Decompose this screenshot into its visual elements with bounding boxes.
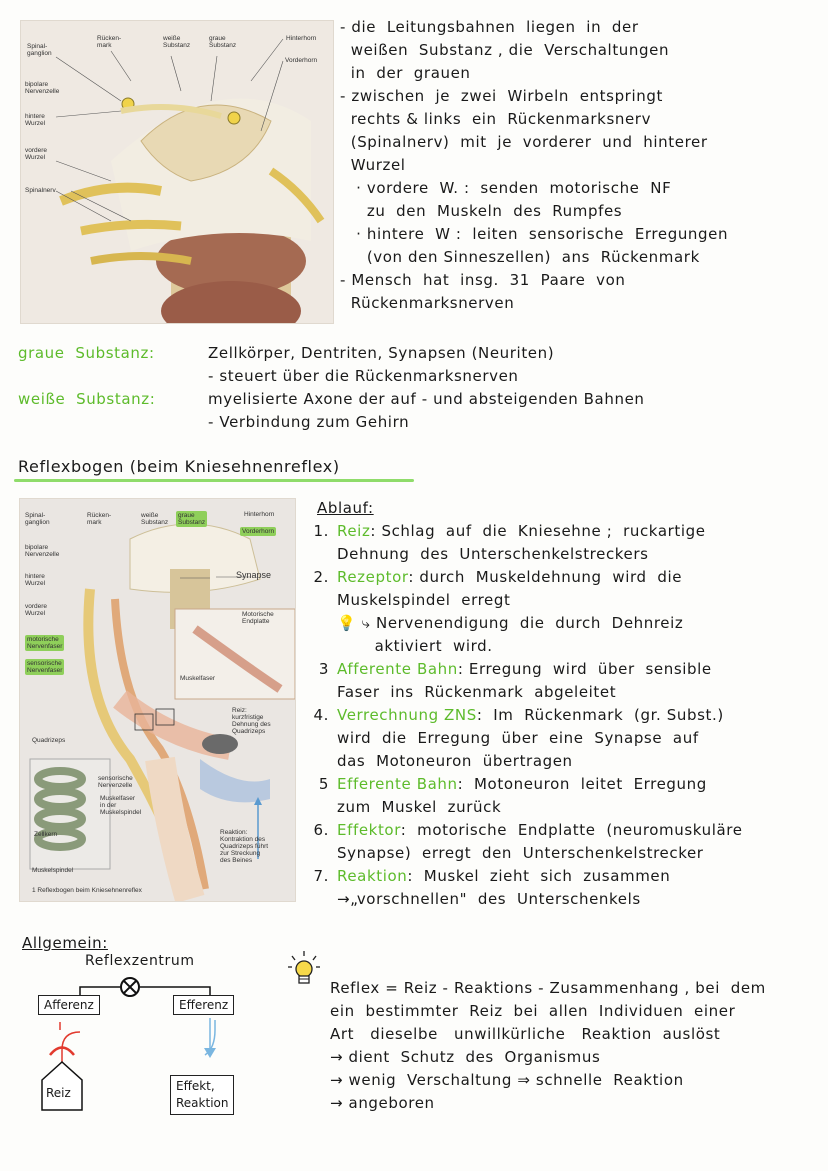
step-text: →„vorschnellen" des Unterschenkels [337, 890, 641, 908]
step-term: Reiz [337, 522, 371, 540]
definition-line: → angeboren [330, 1094, 435, 1112]
step-text: wird die Erregung über eine Synapse auf [337, 729, 699, 747]
heading-underline [14, 479, 414, 482]
step-number: 1. [313, 522, 329, 540]
figure-caption: 1 Reflexbogen beim Kniesehnenreflex [32, 887, 142, 894]
ablauf-title: Ablauf: [317, 499, 374, 517]
note-line: weißen Substanz , die Verschaltungen [340, 41, 670, 59]
reflexbogen-figure [19, 498, 296, 902]
step-term: Efferente Bahn [337, 775, 458, 793]
lightbulb-icon [287, 950, 321, 994]
ablauf-step [305, 819, 825, 865]
definition-line: → wenig Verschaltung ⇒ schnelle Reaktion [330, 1071, 684, 1089]
spinal-cord-illustration [21, 21, 333, 323]
reflexbogen-heading: Reflexbogen (beim Kniesehnenreflex) [18, 457, 340, 476]
label-quadrizeps: Quadrizeps [32, 737, 66, 744]
ablauf-step [305, 520, 825, 566]
notes-top [340, 16, 825, 315]
label-weisse-substanz: weiße Substanz [141, 512, 169, 526]
label-bipolare-nervenzelle: bipolare Nervenzelle [25, 544, 60, 558]
step-text: aktiviert wird. [337, 637, 493, 655]
step-term: Rezeptor [337, 568, 409, 586]
ablauf-step [305, 865, 825, 911]
label-sensorische-nervenfaser: sensorische Nervenfaser [27, 660, 63, 674]
label-zellkern: Zellkern [34, 831, 58, 838]
note-line: · hintere W : leiten sensorische Erregungen [340, 225, 729, 243]
label-muskelspindel: Muskelspindel [32, 867, 74, 874]
reiz-label: Reiz [46, 1086, 71, 1100]
label-bipolare-nervenzelle: bipolare Nervenzelle [25, 81, 60, 95]
note-line: Wurzel [340, 156, 406, 174]
note-line: zu den Muskeln des Rumpfes [340, 202, 623, 220]
weisse-substanz-label: weiße Substanz: [18, 390, 156, 408]
step-text: : Motoneuron leitet Erregung [457, 775, 707, 793]
label-sensorische-nervenzelle: sensorische Nervenzelle [98, 775, 133, 789]
step-term: Reaktion [337, 867, 408, 885]
step-text: : motorische Endplatte (neuromuskuläre [400, 821, 743, 839]
step-text: Faser ins Rückenmark abgeleitet [337, 683, 617, 701]
label-rueckenmark: Rücken- mark [97, 35, 122, 49]
step-text: 💡 ⤷ Nervenendigung die durch Dehnreiz [337, 614, 684, 632]
ablauf-step [305, 704, 825, 773]
label-weisse-substanz: weiße Substanz [163, 35, 191, 49]
step-text: : Erregung wird über sensible [457, 660, 712, 678]
step-text: : Schlag auf die Kniesehne ; ruckartige [370, 522, 706, 540]
note-line: Rückenmarksnerven [340, 294, 515, 312]
label-hintere-wurzel: hintere Wurzel [25, 113, 46, 127]
note-line: - die Leitungsbahnen liegen in der [340, 18, 639, 36]
label-hinterhorn: Hinterhorn [286, 35, 317, 42]
label-motorische-endplatte: Motorische Endplatte [242, 611, 274, 625]
substanz-section [18, 342, 818, 434]
note-line: in der grauen [340, 64, 471, 82]
reflex-definition [330, 977, 825, 1115]
step-number: 3 [318, 660, 329, 678]
step-text: Muskelspindel erregt [337, 591, 511, 609]
label-motorische-nervenfaser: motorische Nervenfaser [27, 636, 63, 650]
note-line: (von den Sinneszellen) ans Rückenmark [340, 248, 700, 266]
ablauf-step [305, 566, 825, 658]
definition-line: Art dieselbe unwillkürliche Reaktion auslöst [330, 1025, 721, 1043]
label-hintere-wurzel: hintere Wurzel [25, 573, 46, 587]
label-vordere-wurzel: vordere Wurzel [25, 603, 48, 617]
label-vorderhorn: Vorderhorn [242, 528, 275, 535]
weisse-line: - Verbindung zum Gehirn [208, 413, 410, 431]
label-spinalnerv: Spinalnerv [25, 187, 56, 194]
label-hinterhorn: Hinterhorn [244, 511, 275, 518]
label-reaktion: Reaktion: Kontraktion des Quadrizeps führt zur Streckung des Beines [220, 829, 269, 864]
definition-line: Reflex = Reiz - Reaktions - Zusammenhang , bei dem [330, 979, 766, 997]
label-graue-substanz: graue Substanz [178, 512, 206, 526]
label-spinalganglion: Spinal- ganglion [27, 43, 52, 57]
step-term: Afferente Bahn [337, 660, 458, 678]
graue-substanz-label: graue Substanz: [18, 344, 155, 362]
step-text: : durch Muskeldehnung wird die [408, 568, 683, 586]
effekt-box: Effekt, Reaktion [170, 1075, 234, 1115]
weisse-line: myelisierte Axone der auf - und absteigenden Bahnen [208, 390, 645, 408]
label-vordere-wurzel: vordere Wurzel [25, 147, 48, 161]
step-number: 5 [318, 775, 329, 793]
step-number: 7. [313, 867, 329, 885]
afferenz-box: Afferenz [38, 995, 100, 1015]
step-text: : Im Rückenmark (gr. Subst.) [476, 706, 724, 724]
step-text: das Motoneuron übertragen [337, 752, 573, 770]
graue-line: Zellkörper, Dentriten, Synapsen (Neuriten) [208, 344, 555, 362]
step-term: Effektor [337, 821, 401, 839]
step-text: : Muskel zieht sich zusammen [407, 867, 671, 885]
note-line: rechts & links ein Rückenmarksnerv [340, 110, 652, 128]
ablauf-section [305, 497, 825, 911]
label-vorderhorn: Vorderhorn [285, 57, 318, 64]
definition-line: → dient Schutz des Organismus [330, 1048, 601, 1066]
step-number: 2. [313, 568, 329, 586]
step-term: Verrechnung ZNS [337, 706, 477, 724]
label-muskelfaser-spindel: Muskelfaser in der Muskelspindel [100, 795, 142, 816]
label-spinalganglion: Spinal- ganglion [25, 512, 50, 526]
step-text: Synapse) erregt den Unterschenkelstrecker [337, 844, 704, 862]
graue-line: - steuert über die Rückenmarksnerven [208, 367, 519, 385]
note-line: · vordere W. : senden motorische NF [340, 179, 672, 197]
label-synapse: Synapse [236, 570, 272, 580]
label-reiz: Reiz: kurzfristige Dehnung des Quadrizeps [232, 707, 271, 735]
note-line: - Mensch hat insg. 31 Paare von [340, 271, 626, 289]
note-line: - zwischen je zwei Wirbeln entspringt [340, 87, 663, 105]
step-text: zum Muskel zurück [337, 798, 502, 816]
note-line: (Spinalnerv) mit je vorderer und hinterer [340, 133, 708, 151]
definition-line: ein bestimmter Reiz bei allen Individuen einer [330, 1002, 736, 1020]
label-rueckenmark: Rücken- mark [87, 512, 112, 526]
spinal-cord-figure [20, 20, 334, 324]
ablauf-step [305, 773, 825, 819]
ablauf-step [305, 658, 825, 704]
label-muskelfaser: Muskelfaser [180, 675, 216, 682]
reflexzentrum-label: Reflexzentrum [85, 953, 195, 969]
allgemein-title: Allgemein: [22, 934, 108, 952]
step-text: Dehnung des Unterschenkelstreckers [337, 545, 649, 563]
step-number: 6. [313, 821, 329, 839]
efferenz-box: Efferenz [173, 995, 234, 1015]
step-number: 4. [313, 706, 329, 724]
label-graue-substanz: graue Substanz [209, 35, 237, 49]
